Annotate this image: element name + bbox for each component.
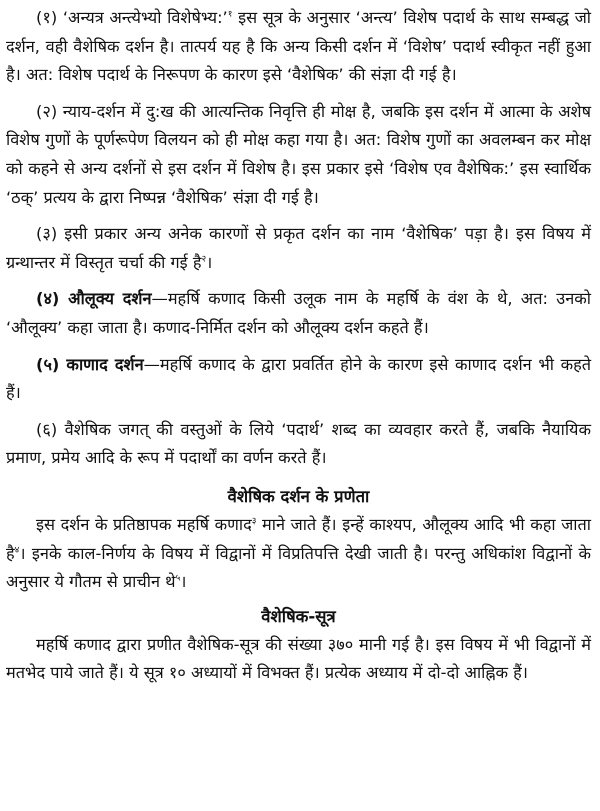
paragraph-1	[6, 4, 591, 90]
paragraph-6-text: (६) वैशेषिक जगत् की वस्तुओं के लिये ‘पदार्थ’ शब्द का व्यवहार करते हैं, जबकि नैयायिक प्रमाण, प्रमेय आदि के रूप में पदार्थों का वर्णन करते हैं।	[6, 419, 591, 468]
paragraph-5-text: —महर्षि कणाद के द्वारा प्रवर्तित होने के कारण इसे काणाद दर्शन भी कहते हैं।	[6, 354, 592, 403]
paragraph-7-text-b: माने जाते हैं। इन्हें काश्यप, औलूक्य आदि भी कहा जाता है	[6, 514, 591, 563]
term-aulukya-darshan: (४) औलूक्य दर्शन	[36, 289, 152, 309]
paragraph-7-text-a: इस दर्शन के प्रतिष्ठापक महर्षि कणाद	[36, 514, 252, 534]
paragraph-6	[6, 416, 591, 473]
paragraph-4	[6, 285, 591, 342]
sutra-quote: (१) ‘अन्यत्र अन्त्येभ्यो विशेषेभ्य:’	[36, 8, 228, 27]
paragraph-8-text: महर्षि कणाद द्वारा प्रणीत वैशेषिक-सूत्र की संख्या ३७० मानी गई है। इस विषय में भी विद्वानों में मतभेद पाये जाते हैं। ये सूत्र १० अध्यायों में विभक्त हैं। प्रत्येक अध्याय में दो-दो आह्निक हैं।	[6, 634, 591, 683]
paragraph-2-text: (२) न्याय-दर्शन में दु:ख की आत्यन्तिक निवृत्ति ही मोक्ष है, जबकि इस दर्शन में आत्मा के अशेष विशेष गुणों के पूर्णरूपेण विलयन को ही मोक्ष कहा गया है। अत: विशेष गुणों का अवलम्बन कर मोक्ष को कहने से अन्य दर्शनों से इस दर्शन में विशेष है। इस प्रकार इसे ‘विशेष एव वैशेषिक:’ इस स्वार्थिक ‘ठक्’ प्रत्यय के द्वारा निष्पन्न ‘वैशेषिक’ संज्ञा दी गई है।	[6, 101, 591, 207]
footnote-ref-1: १	[227, 9, 233, 20]
paragraph-7	[6, 511, 591, 597]
paragraph-5	[6, 351, 591, 408]
paragraph-8	[6, 631, 591, 688]
paragraph-3-end: ।	[206, 252, 213, 272]
paragraph-7-text-d: ।	[180, 572, 187, 592]
paragraph-3-text: (३) इसी प्रकार अन्य अनेक कारणों से प्रकृत दर्शन का नाम ‘वैशेषिक’ पड़ा है। इस विषय में ग्रन्थान्तर में विस्तृत चर्चा की गई है	[6, 224, 591, 272]
paragraph-7-text-c: । इनके काल-निर्णय के विषय में विद्वानों में विप्रतिपत्ति देखी जाती है। परन्तु अधिकांश विद्वानों के अनुसार ये गौतम से प्राचीन थे	[6, 543, 591, 592]
section-heading-sutra: वैशेषिक-सूत्र	[261, 606, 336, 626]
footnote-ref-4: ४	[14, 545, 20, 556]
paragraph-1-text: इस सूत्र के अनुसार ‘अन्त्य’ विशेष पदार्थ के साथ सम्बद्ध जो दर्शन, वही वैशेषिक दर्शन है। तात्पर्य यह है कि अन्य किसी दर्शन में ‘विशेष’ पदार्थ स्वीकृत नहीं हुआ है। अत: विशेष पदार्थ के निरूपण के कारण इसे ‘वैशेषिक’ की संज्ञा दी गई है।	[6, 8, 591, 85]
footnote-ref-3: ३	[251, 516, 257, 527]
term-kanad-darshan: (५) काणाद दर्शन	[36, 354, 144, 374]
footnote-ref-2: २	[201, 254, 207, 265]
paragraph-2	[6, 98, 591, 212]
footnote-ref-5: ५	[175, 573, 181, 584]
paragraph-4-text: —महर्षि कणाद किसी उलूक नाम के महर्षि के वंश के थे, अत: उनको ‘औलूक्य’ कहा जाता है। कणाद-निर्मित दर्शन को औलूक्य दर्शन कहते हैं।	[6, 289, 591, 337]
section-heading-founder: वैशेषिक दर्शन के प्रणेता	[227, 486, 370, 506]
paragraph-3	[6, 220, 591, 277]
